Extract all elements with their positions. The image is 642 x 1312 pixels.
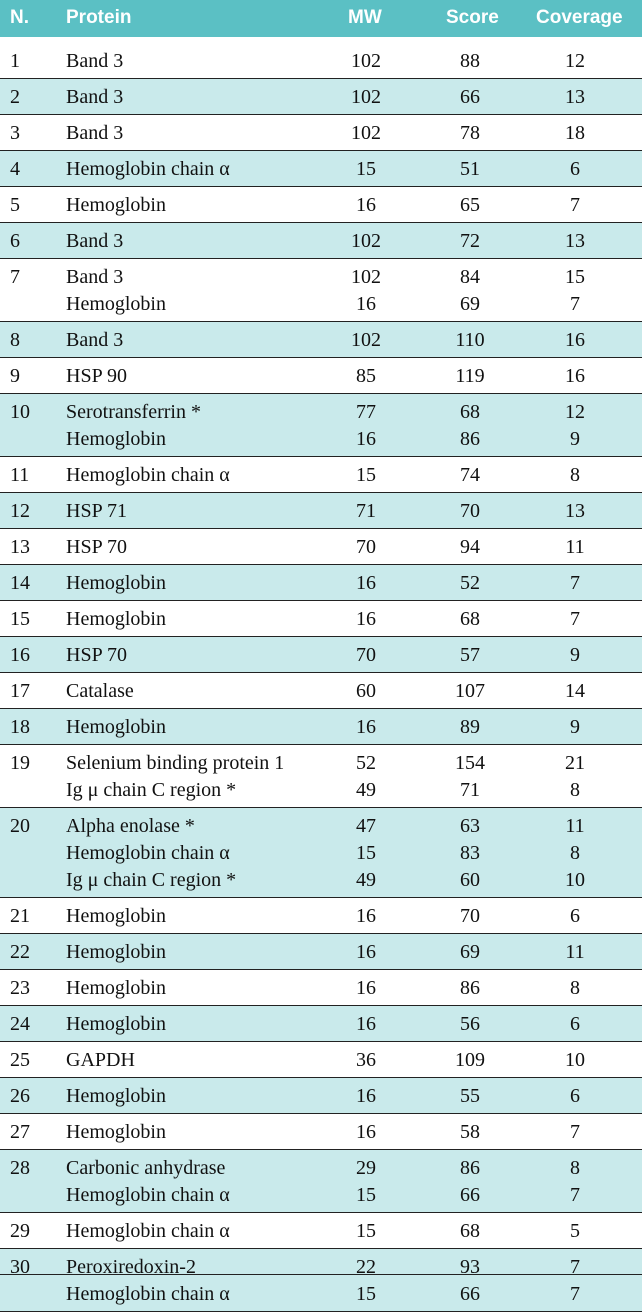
table-row [0, 43, 642, 79]
score-value: 69 [460, 941, 480, 963]
protein-name: Peroxiredoxin-2 [66, 1256, 196, 1278]
row-number: 16 [10, 644, 30, 666]
mw-value: 16 [356, 293, 376, 315]
score-value: 51 [460, 158, 480, 180]
protein-entry [0, 1119, 642, 1146]
protein-name: Hemoglobin [66, 1121, 166, 1143]
protein-entry [0, 192, 642, 219]
header-score: Score [446, 7, 499, 28]
coverage-value: 13 [565, 86, 585, 108]
score-value: 56 [460, 1013, 480, 1035]
mw-value: 60 [356, 680, 376, 702]
coverage-value: 7 [570, 194, 580, 216]
mw-value: 71 [356, 500, 376, 522]
protein-entry [0, 1254, 642, 1281]
coverage-value: 8 [570, 464, 580, 486]
coverage-value: 11 [565, 815, 585, 837]
coverage-value: 8 [570, 1157, 580, 1179]
score-value: 86 [460, 1157, 480, 1179]
row-number: 11 [10, 464, 30, 486]
protein-name: Band 3 [66, 329, 124, 351]
score-value: 94 [460, 536, 480, 558]
mw-value: 15 [356, 1220, 376, 1242]
protein-name: Serotransferrin * [66, 401, 201, 423]
score-value: 70 [460, 905, 480, 927]
table-row [0, 673, 642, 709]
table-row [0, 529, 642, 565]
score-value: 93 [460, 1256, 480, 1278]
header-protein: Protein [66, 7, 132, 28]
protein-name: Band 3 [66, 230, 124, 252]
mw-value: 16 [356, 905, 376, 927]
coverage-value: 8 [570, 977, 580, 999]
mw-value: 16 [356, 428, 376, 450]
protein-entry [0, 426, 642, 453]
score-value: 68 [460, 1220, 480, 1242]
table-row [0, 970, 642, 1006]
protein-entry [0, 228, 642, 255]
protein-entry [0, 1218, 642, 1245]
row-number: 3 [10, 122, 20, 144]
protein-entry [0, 264, 642, 291]
mw-value: 16 [356, 977, 376, 999]
coverage-value: 5 [570, 1220, 580, 1242]
mw-value: 102 [351, 122, 381, 144]
table-row [0, 223, 642, 259]
protein-name: Band 3 [66, 266, 124, 288]
protein-name: Hemoglobin chain α [66, 158, 230, 180]
table-row [0, 151, 642, 187]
row-number: 12 [10, 500, 30, 522]
table-bottom-rule [0, 1274, 642, 1275]
coverage-value: 9 [570, 428, 580, 450]
protein-name: HSP 71 [66, 500, 127, 522]
mw-value: 102 [351, 266, 381, 288]
mw-value: 102 [351, 230, 381, 252]
protein-name: Band 3 [66, 86, 124, 108]
table-row [0, 709, 642, 745]
mw-value: 15 [356, 158, 376, 180]
mw-value: 16 [356, 716, 376, 738]
table-row [0, 1213, 642, 1249]
mw-value: 47 [356, 815, 376, 837]
protein-name: Carbonic anhydrase [66, 1157, 226, 1179]
protein-name: Selenium binding protein 1 [66, 752, 285, 774]
row-number: 23 [10, 977, 30, 999]
table-row [0, 1006, 642, 1042]
protein-entry [0, 462, 642, 489]
table-row [0, 187, 642, 223]
table-row [0, 565, 642, 601]
score-value: 55 [460, 1085, 480, 1107]
protein-name: Hemoglobin [66, 1085, 166, 1107]
protein-name: Hemoglobin [66, 905, 166, 927]
protein-name: Hemoglobin [66, 572, 166, 594]
row-number: 8 [10, 329, 20, 351]
protein-entry [0, 975, 642, 1002]
mw-value: 16 [356, 194, 376, 216]
row-number: 2 [10, 86, 20, 108]
protein-name: Hemoglobin chain α [66, 1220, 230, 1242]
protein-entry [0, 642, 642, 669]
score-value: 84 [460, 266, 480, 288]
row-number: 14 [10, 572, 30, 594]
score-value: 71 [460, 779, 480, 801]
protein-entry [0, 534, 642, 561]
header-n: N. [10, 7, 29, 28]
coverage-value: 6 [570, 905, 580, 927]
protein-entry [0, 1047, 642, 1074]
protein-entry [0, 1182, 642, 1209]
coverage-value: 6 [570, 1013, 580, 1035]
protein-name: Hemoglobin [66, 716, 166, 738]
coverage-value: 7 [570, 1184, 580, 1206]
score-value: 110 [455, 329, 485, 351]
protein-entry [0, 777, 642, 804]
mw-value: 15 [356, 1184, 376, 1206]
protein-name: Hemoglobin chain α [66, 842, 230, 864]
protein-entry [0, 363, 642, 390]
mw-value: 85 [356, 365, 376, 387]
protein-name: GAPDH [66, 1049, 135, 1071]
row-number: 4 [10, 158, 20, 180]
protein-entry [0, 1083, 642, 1110]
score-value: 65 [460, 194, 480, 216]
row-number: 10 [10, 401, 30, 423]
row-number: 1 [10, 50, 20, 72]
coverage-value: 15 [565, 266, 585, 288]
score-value: 154 [455, 752, 485, 774]
protein-entry [0, 813, 642, 840]
protein-name: Hemoglobin [66, 428, 166, 450]
score-value: 69 [460, 293, 480, 315]
protein-entry [0, 291, 642, 318]
coverage-value: 7 [570, 1121, 580, 1143]
protein-entry [0, 714, 642, 741]
protein-entry [0, 750, 642, 777]
row-number: 28 [10, 1157, 30, 1179]
mw-value: 36 [356, 1049, 376, 1071]
table-body [0, 43, 642, 1312]
table-row [0, 115, 642, 151]
row-number: 27 [10, 1121, 30, 1143]
coverage-value: 18 [565, 122, 585, 144]
coverage-value: 8 [570, 779, 580, 801]
coverage-value: 11 [565, 536, 585, 558]
table-row [0, 493, 642, 529]
protein-name: HSP 90 [66, 365, 127, 387]
score-value: 60 [460, 869, 480, 891]
protein-name: Hemoglobin [66, 977, 166, 999]
protein-name: Hemoglobin chain α [66, 1283, 230, 1305]
score-value: 83 [460, 842, 480, 864]
coverage-value: 14 [565, 680, 585, 702]
row-number: 22 [10, 941, 30, 963]
score-value: 52 [460, 572, 480, 594]
coverage-value: 7 [570, 1256, 580, 1278]
row-number: 5 [10, 194, 20, 216]
row-number: 19 [10, 752, 30, 774]
protein-name: Band 3 [66, 50, 124, 72]
row-number: 13 [10, 536, 30, 558]
mw-value: 22 [356, 1256, 376, 1278]
mw-value: 16 [356, 608, 376, 630]
row-number: 15 [10, 608, 30, 630]
protein-entry [0, 606, 642, 633]
coverage-value: 16 [565, 329, 585, 351]
score-value: 74 [460, 464, 480, 486]
table-row [0, 457, 642, 493]
score-value: 86 [460, 428, 480, 450]
coverage-value: 7 [570, 1283, 580, 1305]
protein-entry [0, 1155, 642, 1182]
coverage-value: 12 [565, 401, 585, 423]
table-row [0, 322, 642, 358]
score-value: 66 [460, 1184, 480, 1206]
row-number: 9 [10, 365, 20, 387]
coverage-value: 11 [565, 941, 585, 963]
protein-name: Band 3 [66, 122, 124, 144]
header-coverage: Coverage [536, 7, 623, 28]
protein-name: Catalase [66, 680, 134, 702]
coverage-value: 10 [565, 869, 585, 891]
protein-name: HSP 70 [66, 644, 127, 666]
score-value: 89 [460, 716, 480, 738]
protein-entry [0, 867, 642, 894]
protein-name: Hemoglobin chain α [66, 464, 230, 486]
row-number: 18 [10, 716, 30, 738]
score-value: 78 [460, 122, 480, 144]
coverage-value: 16 [565, 365, 585, 387]
coverage-value: 7 [570, 572, 580, 594]
mw-value: 70 [356, 536, 376, 558]
protein-entry [0, 570, 642, 597]
score-value: 119 [455, 365, 485, 387]
mw-value: 16 [356, 1121, 376, 1143]
coverage-value: 10 [565, 1049, 585, 1071]
header-mw: MW [348, 7, 382, 28]
coverage-value: 13 [565, 230, 585, 252]
protein-name: Hemoglobin [66, 293, 166, 315]
mw-value: 49 [356, 779, 376, 801]
table-row [0, 601, 642, 637]
score-value: 70 [460, 500, 480, 522]
table-row [0, 1078, 642, 1114]
protein-entry [0, 678, 642, 705]
coverage-value: 6 [570, 1085, 580, 1107]
coverage-value: 9 [570, 716, 580, 738]
mw-value: 70 [356, 644, 376, 666]
coverage-value: 9 [570, 644, 580, 666]
mw-value: 16 [356, 1085, 376, 1107]
protein-entry [0, 327, 642, 354]
table-row [0, 1114, 642, 1150]
mw-value: 29 [356, 1157, 376, 1179]
row-number: 29 [10, 1220, 30, 1242]
coverage-value: 12 [565, 50, 585, 72]
mw-value: 52 [356, 752, 376, 774]
mw-value: 102 [351, 86, 381, 108]
table-row [0, 898, 642, 934]
score-value: 68 [460, 401, 480, 423]
protein-entry [0, 903, 642, 930]
protein-name: Ig μ chain C region * [66, 779, 237, 801]
mw-value: 102 [351, 329, 381, 351]
row-number: 20 [10, 815, 30, 837]
coverage-value: 6 [570, 158, 580, 180]
protein-entry [0, 1281, 642, 1308]
protein-name: HSP 70 [66, 536, 127, 558]
mw-value: 15 [356, 464, 376, 486]
score-value: 58 [460, 1121, 480, 1143]
score-value: 88 [460, 50, 480, 72]
row-number: 25 [10, 1049, 30, 1071]
row-number: 21 [10, 905, 30, 927]
score-value: 66 [460, 1283, 480, 1305]
score-value: 68 [460, 608, 480, 630]
coverage-value: 8 [570, 842, 580, 864]
table-row [0, 259, 642, 322]
table-row [0, 934, 642, 970]
coverage-value: 21 [565, 752, 585, 774]
row-number: 24 [10, 1013, 30, 1035]
table-header [0, 0, 642, 37]
protein-entry [0, 840, 642, 867]
table-row [0, 358, 642, 394]
table-row [0, 1042, 642, 1078]
mw-value: 16 [356, 572, 376, 594]
mw-value: 15 [356, 842, 376, 864]
mw-value: 102 [351, 50, 381, 72]
protein-entry [0, 156, 642, 183]
protein-name: Alpha enolase * [66, 815, 195, 837]
coverage-value: 7 [570, 293, 580, 315]
score-value: 63 [460, 815, 480, 837]
coverage-value: 13 [565, 500, 585, 522]
row-number: 6 [10, 230, 20, 252]
protein-entry [0, 120, 642, 147]
mw-value: 15 [356, 1283, 376, 1305]
protein-name: Hemoglobin [66, 941, 166, 963]
table-row [0, 637, 642, 673]
row-number: 7 [10, 266, 20, 288]
row-number: 30 [10, 1256, 30, 1278]
mw-value: 77 [356, 401, 376, 423]
protein-name: Ig μ chain C region * [66, 869, 237, 891]
score-value: 109 [455, 1049, 485, 1071]
score-value: 57 [460, 644, 480, 666]
protein-name: Hemoglobin [66, 194, 166, 216]
protein-entry [0, 498, 642, 525]
coverage-value: 7 [570, 608, 580, 630]
table-row [0, 1150, 642, 1213]
protein-name: Hemoglobin [66, 1013, 166, 1035]
protein-entry [0, 399, 642, 426]
score-value: 107 [455, 680, 485, 702]
protein-entry [0, 84, 642, 111]
mw-value: 16 [356, 1013, 376, 1035]
score-value: 72 [460, 230, 480, 252]
table-row [0, 394, 642, 457]
table-row [0, 808, 642, 898]
protein-entry [0, 939, 642, 966]
row-number: 17 [10, 680, 30, 702]
protein-name: Hemoglobin [66, 608, 166, 630]
table-row [0, 745, 642, 808]
score-value: 86 [460, 977, 480, 999]
protein-entry [0, 48, 642, 75]
protein-name: Hemoglobin chain α [66, 1184, 230, 1206]
protein-entry [0, 1011, 642, 1038]
table-row [0, 1249, 642, 1312]
row-number: 26 [10, 1085, 30, 1107]
mw-value: 16 [356, 941, 376, 963]
score-value: 66 [460, 86, 480, 108]
table-row [0, 79, 642, 115]
mw-value: 49 [356, 869, 376, 891]
